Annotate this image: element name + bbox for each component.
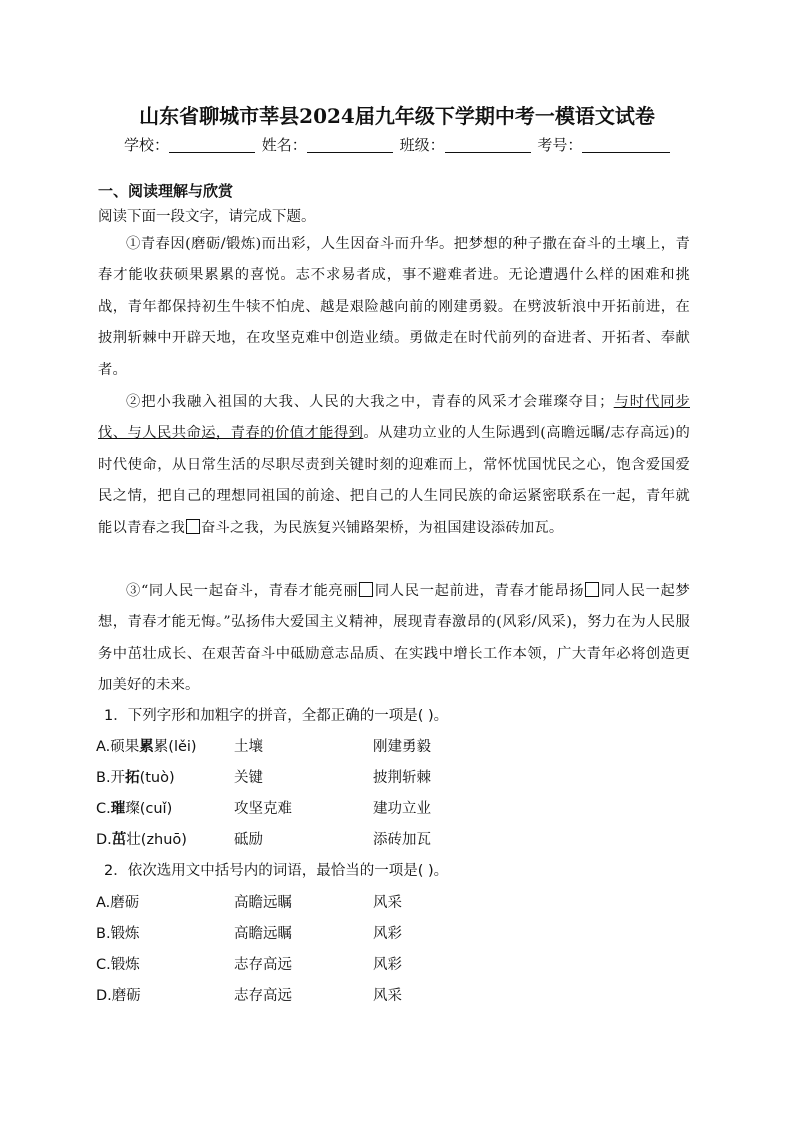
- punctuation-blank-box: [186, 519, 200, 534]
- punctuation-blank-box: [585, 582, 599, 597]
- option-b-suffix: (tuò): [139, 770, 175, 786]
- option-c-prefix: C.: [96, 801, 111, 817]
- q2-option-a-word-2: 高瞻远瞩: [234, 895, 292, 911]
- question-1-stem: 1．下列字形和加粗字的拼音，全都正确的一项是( )。: [104, 708, 449, 724]
- student-info-line: [124, 134, 672, 155]
- class-label: 班级：: [399, 136, 445, 154]
- option-d-bold-char: 茁: [111, 832, 127, 848]
- option-b-word-3: 披荆斩棘: [373, 770, 431, 786]
- paragraph-2-text-c: 奋斗之我，为民族复兴铺路架桥，为祖国建设添砖加瓦。: [200, 519, 564, 536]
- q2-option-a-word-3: 风采: [373, 895, 402, 911]
- question-2-stem: 2．依次选用文中括号内的词语，最恰当的一项是( )。: [104, 863, 449, 879]
- class-blank[interactable]: [445, 136, 531, 153]
- q2-option-c-word-2: 志存高远: [234, 957, 292, 973]
- passage-paragraph-1: ①青春因(磨砺/锻炼)而出彩，人生因奋斗而升华。把梦想的种子撒在奋斗的土壤上，青春才能收获硕果累累的喜悦。志不求易者成，事不避难者进。无论遭遇什么样的困难和挑战，青年都保持初生牛犊不怕虎、越是艰险越向前的刚建勇毅。在劈波斩浪中开拓前进，在披荆斩棘中开辟天地，在攻坚克难中创造业绩。勇做走在时代前列的奋进者、开拓者、奉献者。: [98, 236, 690, 378]
- option-a-suffix: 累(lěi): [153, 739, 197, 755]
- exam-title: 山东省聊城市莘县2024届九年级下学期中考一模语文试卷: [139, 104, 655, 128]
- paragraph-2-text-a: ②把小我融入祖国的大我、人民的大我之中，青春的风采才会璀璨夺目；: [126, 394, 614, 410]
- section-heading: 一、阅读理解与欣赏: [98, 182, 234, 200]
- option-a-prefix: A.硕果: [96, 739, 140, 755]
- option-a-word-2: 土壤: [234, 739, 263, 755]
- q2-option-d-word-3: 风采: [373, 988, 402, 1004]
- paragraph-2-text-b: 。从建功立业的人生际遇到(高瞻远瞩/志存高远)的时代使命，从日常生活的尽职尽责到关键时刻的迎难而上，常怀忧国忧民之心，饱含爱国爱民之情，把自己的理想同祖国的前途、把自己的人生同民族的命运紧密联系在一起，青年就能以青春之我: [98, 425, 690, 536]
- option-d-word-3: 添砖加瓦: [373, 832, 431, 848]
- q2-option-a-word-1: A.磨砺: [96, 895, 140, 911]
- passage-paragraph-2: [98, 387, 690, 544]
- name-label: 姓名：: [261, 136, 307, 154]
- school-blank[interactable]: [169, 136, 255, 153]
- underlined-sentence: 与时代同步伐、与人民共命运，青春的价值才能得到: [98, 394, 690, 442]
- option-c-suffix: 璨(cuǐ): [125, 801, 173, 817]
- q2-option-b-word-3: 风彩: [373, 926, 402, 942]
- paragraph-3-text-a: ③“同人民一起奋斗，青春才能亮丽: [126, 583, 359, 599]
- name-blank[interactable]: [307, 136, 393, 153]
- paragraph-3-text-c: 同人民一起梦想，青春才能无悔。”弘扬伟大爱国主义精神，展现青春激昂的(风彩/风采)，努力在为人民服务中茁壮成长、在艰苦奋斗中砥励意志品质、在实践中增长工作本领，广大青年必将创造更加美好的未来。: [98, 583, 691, 694]
- option-b-prefix: B.开: [96, 770, 126, 786]
- section-intro: 阅读下面一段文字，请完成下题。: [98, 209, 316, 225]
- option-d-suffix: 壮(zhuō): [126, 832, 187, 848]
- q2-option-b-word-1: B.锻炼: [96, 926, 140, 942]
- option-a-word-3: 刚建勇毅: [373, 739, 431, 755]
- q2-option-d-word-1: D.磨砺: [96, 988, 141, 1004]
- option-d-word-2: 砥励: [234, 832, 263, 848]
- q2-option-d-word-2: 志存高远: [234, 988, 292, 1004]
- passage-paragraph-3: [98, 576, 690, 702]
- q2-option-b-word-2: 高瞻远瞩: [234, 926, 292, 942]
- option-b-bold-char: 拓: [125, 770, 140, 786]
- option-a-bold-char: 累: [139, 739, 154, 755]
- punctuation-blank-box: [359, 582, 373, 597]
- exam-number-blank[interactable]: [582, 136, 670, 153]
- school-label: 学校：: [124, 136, 170, 154]
- option-d-prefix: D.: [96, 832, 112, 848]
- option-c-bold-char: 璀: [110, 801, 126, 817]
- q2-option-c-word-3: 风彩: [373, 957, 402, 973]
- exam-number-label: 考号：: [537, 136, 583, 154]
- option-c-word-2: 攻坚克难: [234, 801, 292, 817]
- paragraph-3-text-b: 同人民一起前进，青春才能昂扬: [374, 583, 585, 599]
- option-b-word-2: 关键: [234, 770, 263, 786]
- option-c-word-3: 建功立业: [373, 801, 431, 817]
- q2-option-c-word-1: C.锻炼: [96, 957, 140, 973]
